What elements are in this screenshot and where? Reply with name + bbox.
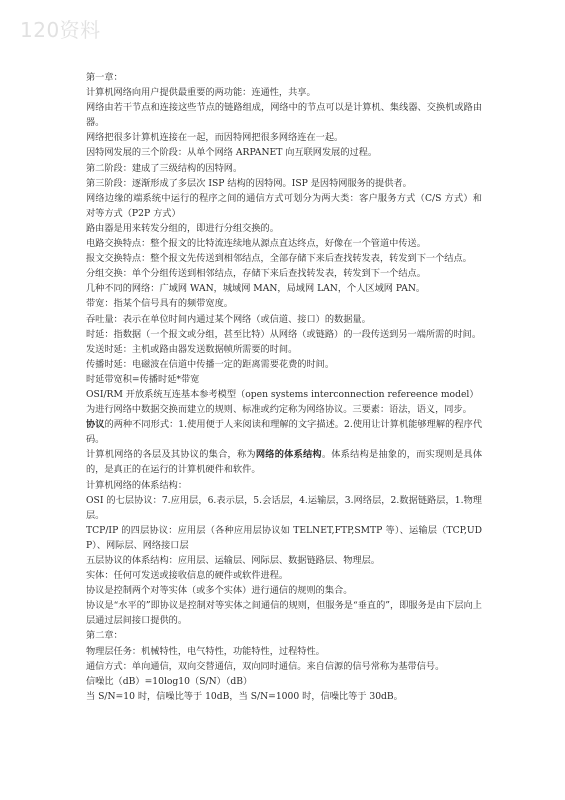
text-line: 网络由若干节点和连接这些节点的链路组成，网络中的节点可以是计算机、集线器、交换机或路由器。: [86, 102, 482, 129]
text-line: 报文交换特点：整个报文先传送到相邻结点，全部存储下来后查找转发表，转发到下一个结点。: [86, 253, 472, 265]
text-line: 时延带宽积=传播时延*带宽: [86, 373, 200, 385]
text-line: 网络把很多计算机连接在一起，而因特网把很多网络连在一起。: [86, 132, 344, 144]
text-line: 为进行网络中数据交换而建立的规则、标准或约定称为网络协议。三要素：语法，语义，同步。: [86, 404, 472, 416]
text-line: 几种不同的网络：广域网 WAN，城域网 MAN，局域网 LAN，个人区域网 PAN。: [86, 283, 426, 295]
text-line: 五层协议的体系结构：应用层、运输层、网际层、数据链路层、物理层。: [86, 555, 380, 566]
text-line: 协议是“水平的”即协议是控制对等实体之间通信的规则，但服务是“垂直的”，即服务是由下层向上层通过层间接口提供的。: [86, 600, 482, 627]
text-line: 物理层任务：机械特性，电气特性，功能特性，过程特性。: [86, 645, 325, 657]
text-line: OSI/RM 开放系统互连基本参考模型（open systems interconnection refereence model）: [86, 388, 479, 400]
text-line: 计算机网络的体系结构：: [86, 479, 188, 491]
text-line: 实体：任何可发送或接收信息的硬件或软件进程。: [86, 570, 289, 582]
text-line: 协议的两种不同形式：1.使用便于人来阅读和理解的文字描述。2.使用让计算机能够理解的程序代码。: [86, 419, 483, 446]
watermark-logo-text: 120资料: [20, 18, 101, 42]
text-line: 时延：指数据（一个报文或分组，甚至比特）从网络（或链路）的一段传送到另一端所需的时间。: [86, 328, 482, 340]
text-line: 发送时延：主机或路由器发送数据帧所需要的时间。: [86, 343, 298, 355]
text-line: OSI 的七层协议：7.应用层，6.表示层，5.会话层，4.运输层，3.网络层，2.数据链路层，1.物理层。: [86, 494, 482, 521]
text-line: 因特网发展的三个阶段：从单个网络 ARPANET 向互联网发展的过程。: [86, 147, 378, 159]
chapter-heading: 第二章：: [86, 630, 123, 642]
emphasis-text: 网络的体系结构: [255, 449, 322, 461]
text-line: 带宽：指某个信号具有的频带宽度。: [86, 298, 233, 310]
text-line: 电路交换特点：整个报文的比特流连续地从源点直达终点，好像在一个管道中传送。: [86, 238, 426, 250]
text-line: 当 S/N=10 时，信噪比等于 10dB，当 S/N=1000 时，信噪比等于 30dB。: [86, 690, 403, 702]
text-line: 计算机网络向用户提供最重要的两功能：连通性，共享。: [86, 87, 316, 99]
text-line: TCP/IP 的四层协议：应用层（各种应用层协议如 TELNET,FTP,SMTP 等）、运输层（TCP,UDP）、网际层、网络接口层: [86, 524, 482, 551]
text-line: 传播时延：电磁波在信道中传播一定的距离需要花费的时间。: [86, 358, 335, 370]
text-line: 路由器是用来转发分组的，即进行分组交换的。: [86, 222, 279, 234]
text-line: 信噪比（dB）=10log10（S/N）（dB）: [86, 675, 253, 687]
text-line: 通信方式：单向通信，双向交替通信，双向同时通信。来自信源的信号常称为基带信号。: [86, 660, 445, 672]
text-line: 分组交换：单个分组传送到相邻结点，存储下来后查找转发表，转发到下一个结点。: [86, 268, 426, 280]
chapter-heading: 第一章：: [86, 72, 123, 83]
emphasis-text: 协议: [86, 419, 105, 431]
text-line: 第三阶段：逐渐形成了多层次 ISP 结构的因特网。ISP 是因特网服务的提供者。: [86, 177, 412, 189]
text-line: 第二阶段：建成了三级结构的因特网。: [86, 162, 243, 174]
text-line: 计算机网络的各层及其协议的集合，称为网络的体系结构。体系结构是抽象的，而实现则是具体的，是真正的在运行的计算机硬件和软件。: [86, 449, 483, 476]
document-body: [86, 70, 482, 704]
text-line: 协议是控制两个对等实体（或多个实体）进行通信的规则的集合。: [86, 585, 353, 597]
text-line: 网络边缘的端系统中运行的程序之间的通信方式可划分为两大类：客户服务方式（C/S 方式）和对等方式（P2P 方式）: [86, 192, 482, 219]
text-line: 吞吐量：表示在单位时间内通过某个网络（或信道、接口）的数据量。: [86, 313, 371, 325]
